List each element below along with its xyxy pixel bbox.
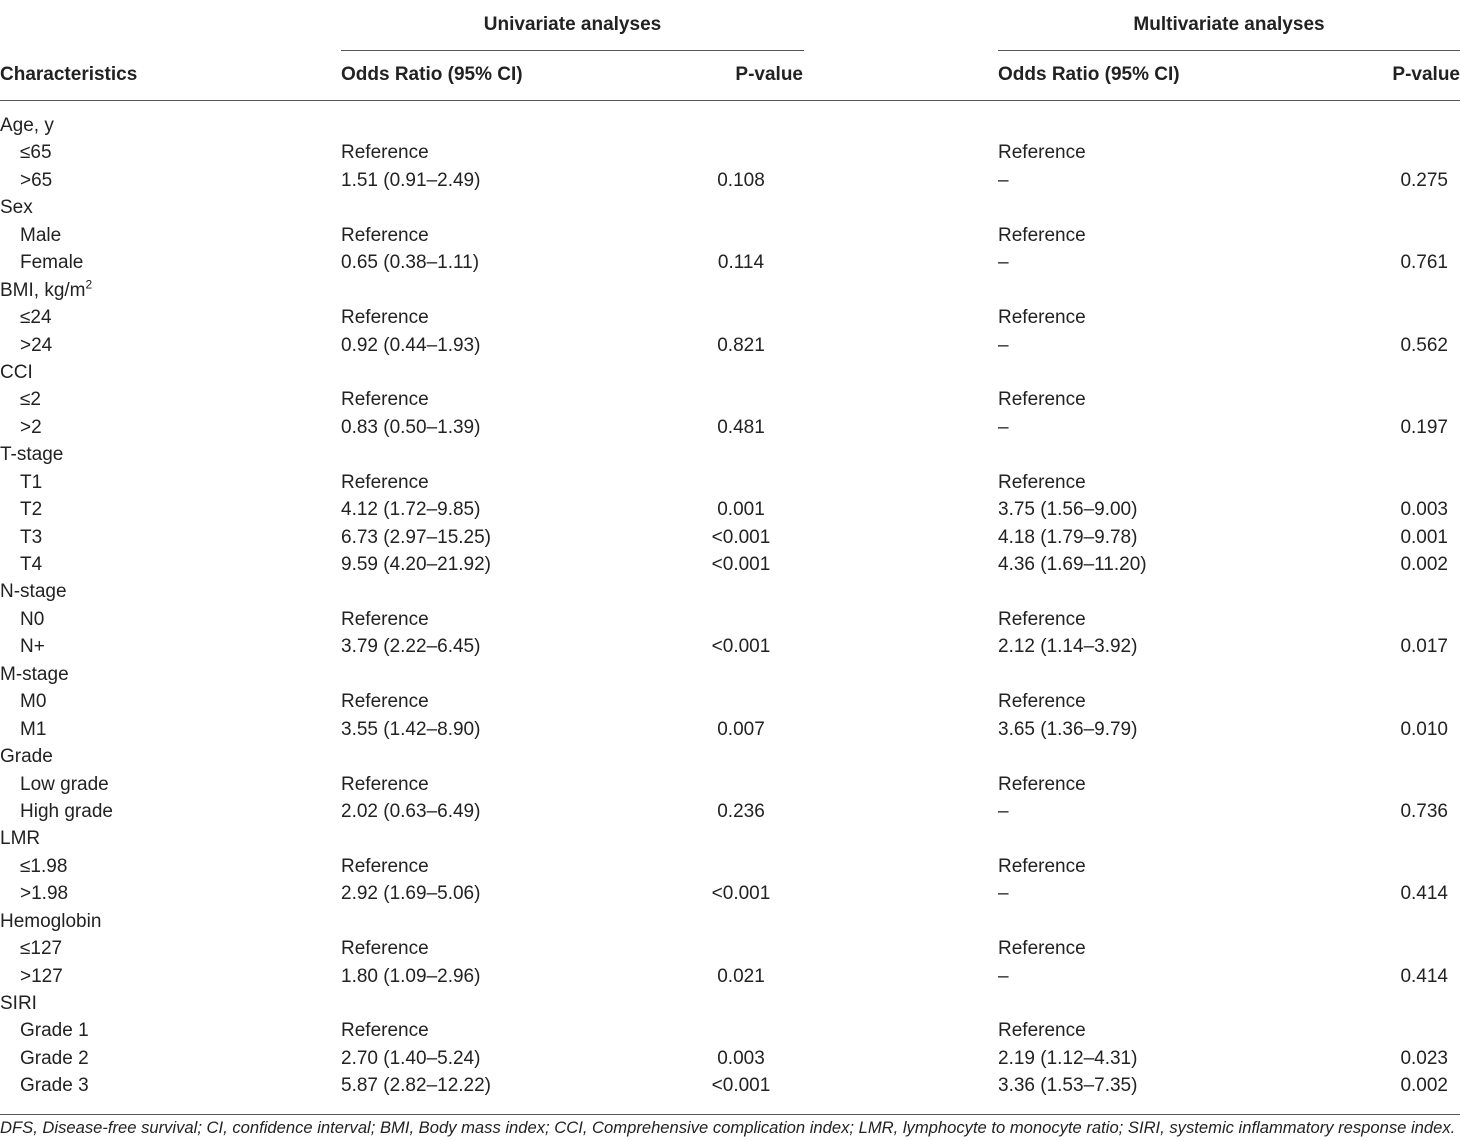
table-row xyxy=(0,194,1460,221)
row-label: T1 xyxy=(20,471,43,493)
row-label: T2 xyxy=(20,499,43,521)
odds-ratio-univariate: 2.92 (1.69–5.06) xyxy=(341,883,481,905)
p-value-multivariate: 0.002 xyxy=(1400,554,1448,575)
odds-ratio-univariate: 3.79 (2.22–6.45) xyxy=(341,636,481,658)
odds-ratio-univariate: 0.83 (0.50–1.39) xyxy=(341,416,481,438)
odds-ratio-univariate: Reference xyxy=(341,691,429,713)
odds-ratio-multivariate: 3.36 (1.53–7.35) xyxy=(998,1075,1138,1097)
odds-ratio-univariate: Reference xyxy=(341,773,429,795)
column-header-characteristics: Characteristics xyxy=(0,64,138,85)
p-value-univariate: 0.108 xyxy=(717,169,765,191)
odds-ratio-univariate: 1.51 (0.91–2.49) xyxy=(341,169,481,191)
odds-ratio-univariate: Reference xyxy=(341,1020,429,1042)
table-row xyxy=(0,716,1460,743)
odds-ratio-multivariate: 2.19 (1.12–4.31) xyxy=(998,1047,1138,1069)
table-row xyxy=(0,853,1460,880)
p-value-multivariate: 0.002 xyxy=(1400,1075,1448,1097)
odds-ratio-univariate: Reference xyxy=(341,471,429,493)
odds-ratio-univariate: 6.73 (2.97–15.25) xyxy=(341,526,492,548)
p-value-multivariate: 0.010 xyxy=(1400,718,1448,740)
table-row xyxy=(0,249,1460,276)
odds-ratio-univariate: 0.92 (0.44–1.93) xyxy=(341,334,481,356)
row-label: >127 xyxy=(20,965,63,987)
p-value-univariate: 0.001 xyxy=(717,499,765,521)
odds-ratio-univariate: Reference xyxy=(341,608,429,630)
odds-ratio-multivariate: – xyxy=(998,965,1009,987)
table-row xyxy=(0,661,1460,688)
p-value-univariate: 0.007 xyxy=(717,718,765,740)
table-row xyxy=(0,222,1460,249)
row-label: M-stage xyxy=(0,663,69,685)
table-row xyxy=(0,578,1460,605)
row-label: N-stage xyxy=(0,581,67,603)
row-label: T4 xyxy=(20,554,43,575)
odds-ratio-multivariate: Reference xyxy=(998,471,1086,493)
table-row xyxy=(0,963,1460,990)
odds-ratio-univariate: Reference xyxy=(341,224,429,246)
odds-ratio-univariate: Reference xyxy=(341,938,429,960)
p-value-univariate: 0.114 xyxy=(717,252,765,274)
row-label: Female xyxy=(20,252,84,274)
table-row xyxy=(0,743,1460,770)
row-label: Low grade xyxy=(20,773,109,795)
table-row xyxy=(0,332,1460,359)
table-row xyxy=(0,633,1460,660)
p-value-multivariate: 0.017 xyxy=(1400,636,1448,658)
odds-ratio-univariate: Reference xyxy=(341,307,429,329)
row-label: High grade xyxy=(20,800,113,822)
odds-ratio-univariate: 2.70 (1.40–5.24) xyxy=(341,1047,481,1069)
row-label: Hemoglobin xyxy=(0,910,102,932)
table-row xyxy=(0,771,1460,798)
row-label: LMR xyxy=(0,828,41,850)
odds-ratio-multivariate: – xyxy=(998,252,1009,274)
table-row xyxy=(0,1045,1460,1072)
table-row xyxy=(0,1017,1460,1044)
odds-ratio-multivariate: 3.65 (1.36–9.79) xyxy=(998,718,1138,740)
table-row xyxy=(0,688,1460,715)
odds-ratio-multivariate: 4.36 (1.69–11.20) xyxy=(998,554,1147,575)
footer-rule xyxy=(0,1114,1460,1115)
row-label: T-stage xyxy=(0,444,64,466)
table-body xyxy=(0,112,1460,1100)
table-row xyxy=(0,880,1460,907)
row-label: ≤65 xyxy=(20,142,52,164)
table-row xyxy=(0,1072,1460,1099)
table-row xyxy=(0,386,1460,413)
odds-ratio-multivariate: Reference xyxy=(998,307,1086,329)
odds-ratio-multivariate: Reference xyxy=(998,938,1086,960)
p-value-univariate: <0.001 xyxy=(711,636,771,658)
odds-ratio-multivariate: Reference xyxy=(998,608,1086,630)
p-value-univariate: <0.001 xyxy=(711,1075,771,1097)
odds-ratio-multivariate: Reference xyxy=(998,224,1086,246)
row-label: ≤1.98 xyxy=(20,855,68,877)
table-row xyxy=(0,167,1460,194)
group-rule-multivariate xyxy=(998,50,1460,51)
group-header-univariate: Univariate analyses xyxy=(483,14,662,35)
p-value-multivariate: 0.001 xyxy=(1400,526,1448,548)
table-row xyxy=(0,359,1460,386)
column-header-p-multivariate: P-value xyxy=(1392,64,1460,85)
table-row xyxy=(0,825,1460,852)
odds-ratio-univariate: Reference xyxy=(341,142,429,164)
table-row xyxy=(0,524,1460,551)
p-value-univariate: 0.481 xyxy=(717,416,765,438)
superscript: 2 xyxy=(85,277,93,292)
odds-ratio-univariate: 1.80 (1.09–2.96) xyxy=(341,965,481,987)
p-value-multivariate: 0.414 xyxy=(1400,883,1448,905)
p-value-multivariate: 0.736 xyxy=(1400,800,1448,822)
odds-ratio-multivariate: Reference xyxy=(998,773,1086,795)
odds-ratio-multivariate: – xyxy=(998,883,1009,905)
table-row xyxy=(0,414,1460,441)
row-label: T3 xyxy=(20,526,43,548)
odds-ratio-univariate: Reference xyxy=(341,389,429,411)
p-value-univariate: 0.236 xyxy=(717,800,765,822)
row-label: ≤2 xyxy=(20,389,41,411)
odds-ratio-multivariate: – xyxy=(998,169,1009,191)
p-value-multivariate: 0.197 xyxy=(1400,416,1448,438)
row-label: Age, y xyxy=(0,115,54,136)
odds-ratio-univariate: 5.87 (2.82–12.22) xyxy=(341,1075,492,1097)
row-label: Grade xyxy=(0,746,53,768)
table-row xyxy=(0,551,1460,578)
p-value-multivariate: 0.761 xyxy=(1400,252,1448,274)
table-row xyxy=(0,496,1460,523)
p-value-univariate: <0.001 xyxy=(711,554,771,575)
odds-ratio-multivariate: Reference xyxy=(998,1020,1086,1042)
row-label: Grade 2 xyxy=(20,1047,89,1069)
column-header-p-univariate: P-value xyxy=(735,64,803,85)
table-footnote: DFS, Disease-free survival; CI, confidence interval; BMI, Body mass index; CCI, Comprehensive complication index; LMR, lymphocyte to monocyte ratio; SIRI, systemic inflammatory response index. xyxy=(0,1118,1456,1137)
table-row xyxy=(0,606,1460,633)
p-value-univariate: 0.021 xyxy=(717,965,765,987)
odds-ratio-multivariate: – xyxy=(998,800,1009,822)
row-label: Grade 3 xyxy=(20,1075,89,1097)
table-row xyxy=(0,469,1460,496)
row-label: CCI xyxy=(0,361,33,383)
row-label: Sex xyxy=(0,197,33,219)
p-value-univariate: <0.001 xyxy=(711,883,771,905)
odds-ratio-multivariate: Reference xyxy=(998,389,1086,411)
column-header-or-univariate: Odds Ratio (95% CI) xyxy=(341,64,523,85)
row-label: >65 xyxy=(20,169,53,191)
p-value-univariate: <0.001 xyxy=(711,526,771,548)
table-row xyxy=(0,277,1460,304)
table-row xyxy=(0,304,1460,331)
row-label: M0 xyxy=(20,691,47,713)
row-label: BMI, $kg/m^2$ xyxy=(0,277,93,301)
odds-ratio-multivariate: 4.18 (1.79–9.78) xyxy=(998,526,1138,548)
table-row xyxy=(0,908,1460,935)
p-value-univariate: 0.821 xyxy=(717,334,765,356)
odds-ratio-multivariate: Reference xyxy=(998,142,1086,164)
odds-ratio-univariate: 4.12 (1.72–9.85) xyxy=(341,499,481,521)
odds-ratio-multivariate: 2.12 (1.14–3.92) xyxy=(998,636,1138,658)
odds-ratio-multivariate: 3.75 (1.56–9.00) xyxy=(998,499,1138,521)
row-label: Male xyxy=(20,224,62,246)
p-value-multivariate: 0.414 xyxy=(1400,965,1448,987)
row-label: ≤127 xyxy=(20,938,63,960)
column-header-or-multivariate: Odds Ratio (95% CI) xyxy=(998,64,1180,85)
p-value-multivariate: 0.003 xyxy=(1400,499,1448,521)
p-value-multivariate: 0.023 xyxy=(1400,1047,1448,1069)
odds-ratio-univariate: 9.59 (4.20–21.92) xyxy=(341,554,492,575)
odds-ratio-univariate: 2.02 (0.63–6.49) xyxy=(341,800,481,822)
odds-ratio-multivariate: Reference xyxy=(998,691,1086,713)
row-label: SIRI xyxy=(0,993,37,1014)
p-value-multivariate: 0.275 xyxy=(1400,169,1448,191)
odds-ratio-multivariate: – xyxy=(998,334,1009,356)
odds-ratio-univariate: 3.55 (1.42–8.90) xyxy=(341,718,481,740)
table-row xyxy=(0,139,1460,166)
row-label: N0 xyxy=(20,608,45,630)
table-row xyxy=(0,441,1460,468)
table-row xyxy=(0,112,1460,139)
table-row xyxy=(0,798,1460,825)
row-label: Grade 1 xyxy=(20,1020,89,1042)
row-label: M1 xyxy=(20,718,47,740)
header-rule xyxy=(0,100,1460,101)
odds-ratio-univariate: Reference xyxy=(341,855,429,877)
row-label: ≤24 xyxy=(20,307,52,329)
odds-ratio-multivariate: Reference xyxy=(998,855,1086,877)
row-label: N+ xyxy=(20,636,45,658)
group-rule-univariate xyxy=(341,50,804,51)
odds-ratio-univariate: 0.65 (0.38–1.11) xyxy=(341,252,480,274)
group-header-multivariate: Multivariate analyses xyxy=(1133,14,1325,35)
p-value-univariate: 0.003 xyxy=(717,1047,765,1069)
row-label: >1.98 xyxy=(20,883,69,905)
p-value-multivariate: 0.562 xyxy=(1400,334,1448,356)
table-row xyxy=(0,935,1460,962)
row-label: >24 xyxy=(20,334,53,356)
table-row xyxy=(0,990,1460,1017)
row-label: >2 xyxy=(20,416,42,438)
odds-ratio-multivariate: – xyxy=(998,416,1009,438)
